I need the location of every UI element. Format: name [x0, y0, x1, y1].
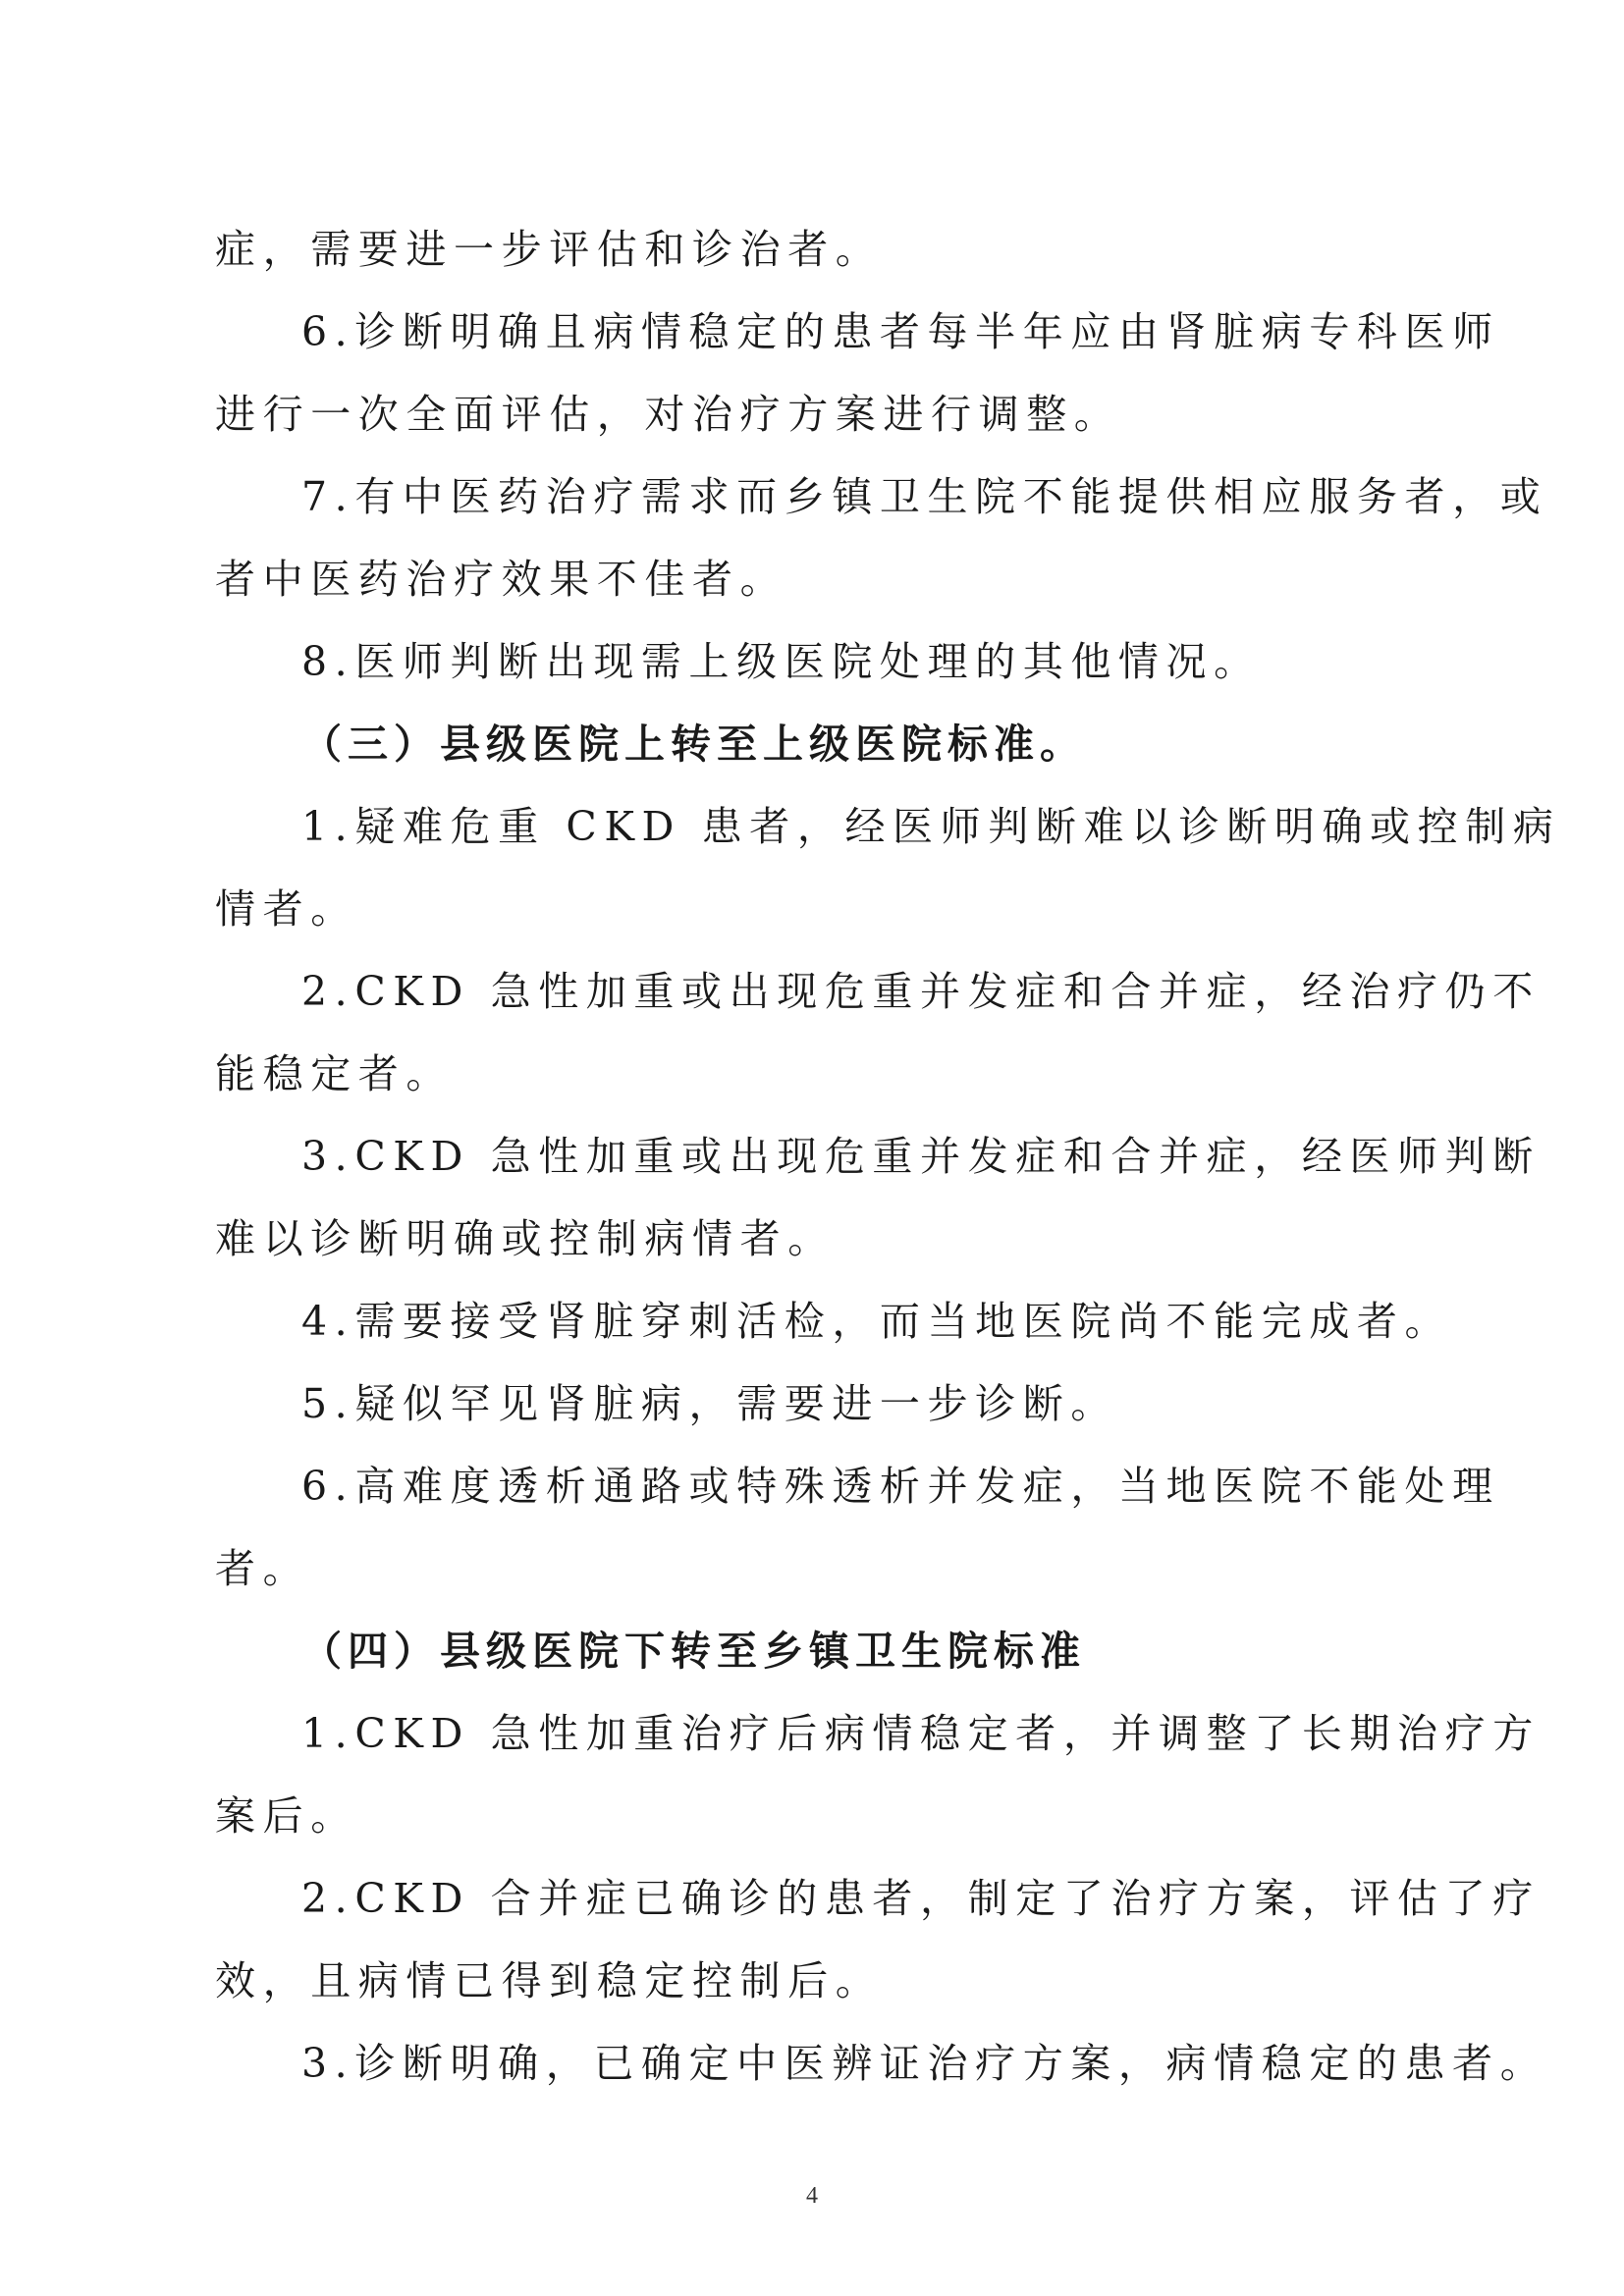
text-line: 能稳定者。	[215, 1050, 454, 1097]
section-heading: （四）县级医院下转至乡镇卫生院标准	[301, 1628, 1086, 1675]
text-line: 案后。	[215, 1792, 358, 1840]
text-line: 6.诊断明确且病情稳定的患者每半年应由肾脏病专科医师	[301, 308, 1500, 355]
text-line: 7.有中医药治疗需求而乡镇卫生院不能提供相应服务者，或	[301, 473, 1548, 520]
text-line: 5.疑似罕见肾脏病，需要进一步诊断。	[301, 1380, 1118, 1427]
text-line: 6.高难度透析通路或特殊透析并发症，当地医院不能处理	[301, 1463, 1500, 1510]
text-line: 2.CKD 急性加重或出现危重并发症和合并症，经治疗仍不	[301, 968, 1541, 1015]
text-line: 3.诊断明确，已确定中医辨证治疗方案，病情稳定的患者。	[301, 2040, 1548, 2087]
text-line: 2.CKD 合并症已确诊的患者，制定了治疗方案，评估了疗	[301, 1875, 1541, 1922]
text-line: 难以诊断明确或控制病情者。	[215, 1215, 836, 1262]
text-line: 3.CKD 急性加重或出现危重并发症和合并症，经医师判断	[301, 1133, 1541, 1180]
text-line: 效，且病情已得到稳定控制后。	[215, 1957, 884, 2004]
text-line: 者。	[215, 1545, 311, 1592]
text-line: 1.CKD 急性加重治疗后病情稳定者，并调整了长期治疗方	[301, 1710, 1541, 1757]
page-number: 4	[806, 2183, 818, 2209]
text-line: 1.疑难危重 CKD 患者，经医师判断难以诊断明确或控制病	[301, 803, 1561, 850]
text-line: 8.医师判断出现需上级医院处理的其他情况。	[301, 638, 1262, 685]
text-line: 情者。	[215, 885, 358, 933]
section-heading: （三）县级医院上转至上级医院标准。	[301, 721, 1086, 768]
text-line: 者中医药治疗效果不佳者。	[215, 556, 788, 603]
text-line: 进行一次全面评估，对治疗方案进行调整。	[215, 391, 1122, 438]
text-line: 症，需要进一步评估和诊治者。	[215, 226, 884, 273]
body-text	[215, 208, 1561, 2105]
text-line: 4.需要接受肾脏穿刺活检，而当地医院尚不能完成者。	[301, 1298, 1453, 1345]
